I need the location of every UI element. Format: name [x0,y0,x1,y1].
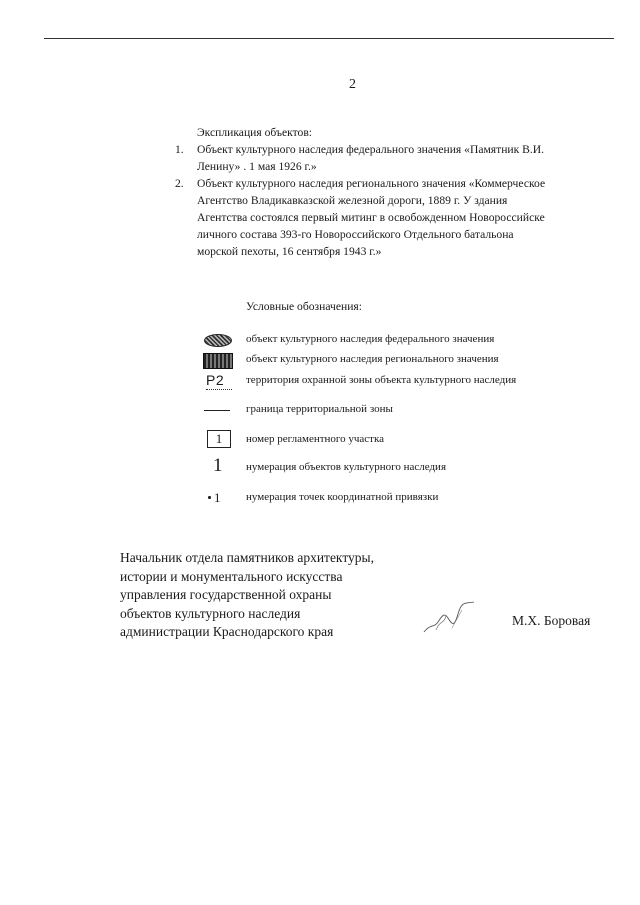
protection-zone-icon [200,370,234,392]
explication-title: Экспликация объектов: [197,126,313,139]
point-number-symbol: 1 [214,490,221,505]
list-item-text: Объект культурного наследия федерального значения «Памятник В.И. Ленину» . 1 мая 1926 г.» [197,143,545,173]
signatory-title-line: объектов культурного наследия [120,605,301,621]
point-number-icon [200,487,234,509]
signatory-title-line: администрации Краснодарского края [120,624,334,639]
legend-label: объект культурного наследия федерального значения [246,333,495,345]
page-number: 2 [349,77,356,92]
plot-number-icon [200,429,234,451]
legend-label: номер регламентного участка [246,433,385,445]
signatory-title [120,549,374,642]
object-number-icon [200,457,234,479]
plot-number-box: 1 [207,430,231,448]
list-item-number: 1. [175,143,184,156]
signatory-name: М.Х. Боровая [512,613,591,628]
signatory-title-line: истории и монументального искусства [120,568,343,584]
legend-title: Условные обозначения: [246,300,362,313]
object-number-symbol: 1 [213,455,223,476]
list-item-text: Объект культурного наследия регионального значения «Коммерческое Агентство Владикавказской железной дороги, 1889 г. У здания Агентства состоялся первый митинг в освобожденном Новороссийске личного состава 393-го Новороссийского Отдельного батальона морской пехоты, 16 сентября 1943 г.» [197,177,546,258]
legend-row-point-number [200,487,540,511]
regional-site-icon [200,349,234,371]
list-item-number: 2. [175,177,184,190]
legend-label: объект культурного наследия регионального значения [246,353,499,365]
legend-label: нумерация объектов культурного наследия [246,461,446,473]
signatory-title-line: управления государственной охраны [120,587,332,602]
boundary-line-icon [200,399,234,421]
list-item [175,141,555,175]
legend-row-boundary [200,399,540,423]
legend-label: граница территориальной зоны [246,403,393,415]
federal-site-icon [200,329,234,351]
legend-row-plot-number [200,429,540,453]
top-rule [44,38,614,39]
legend-row-protection-zone [200,370,540,394]
handwritten-signature [418,598,478,638]
legend-row-object-number [200,457,540,481]
zone-code: P2 [206,372,225,388]
explication-section [175,124,555,260]
legend-label: нумерация точек координатной привязки [246,491,439,503]
legend-label: территория охранной зоны объекта культурного наследия [246,374,517,386]
objects-list [175,141,555,260]
list-item [175,175,555,260]
signatory-title-line: Начальник отдела памятников архитектуры, [120,550,374,565]
